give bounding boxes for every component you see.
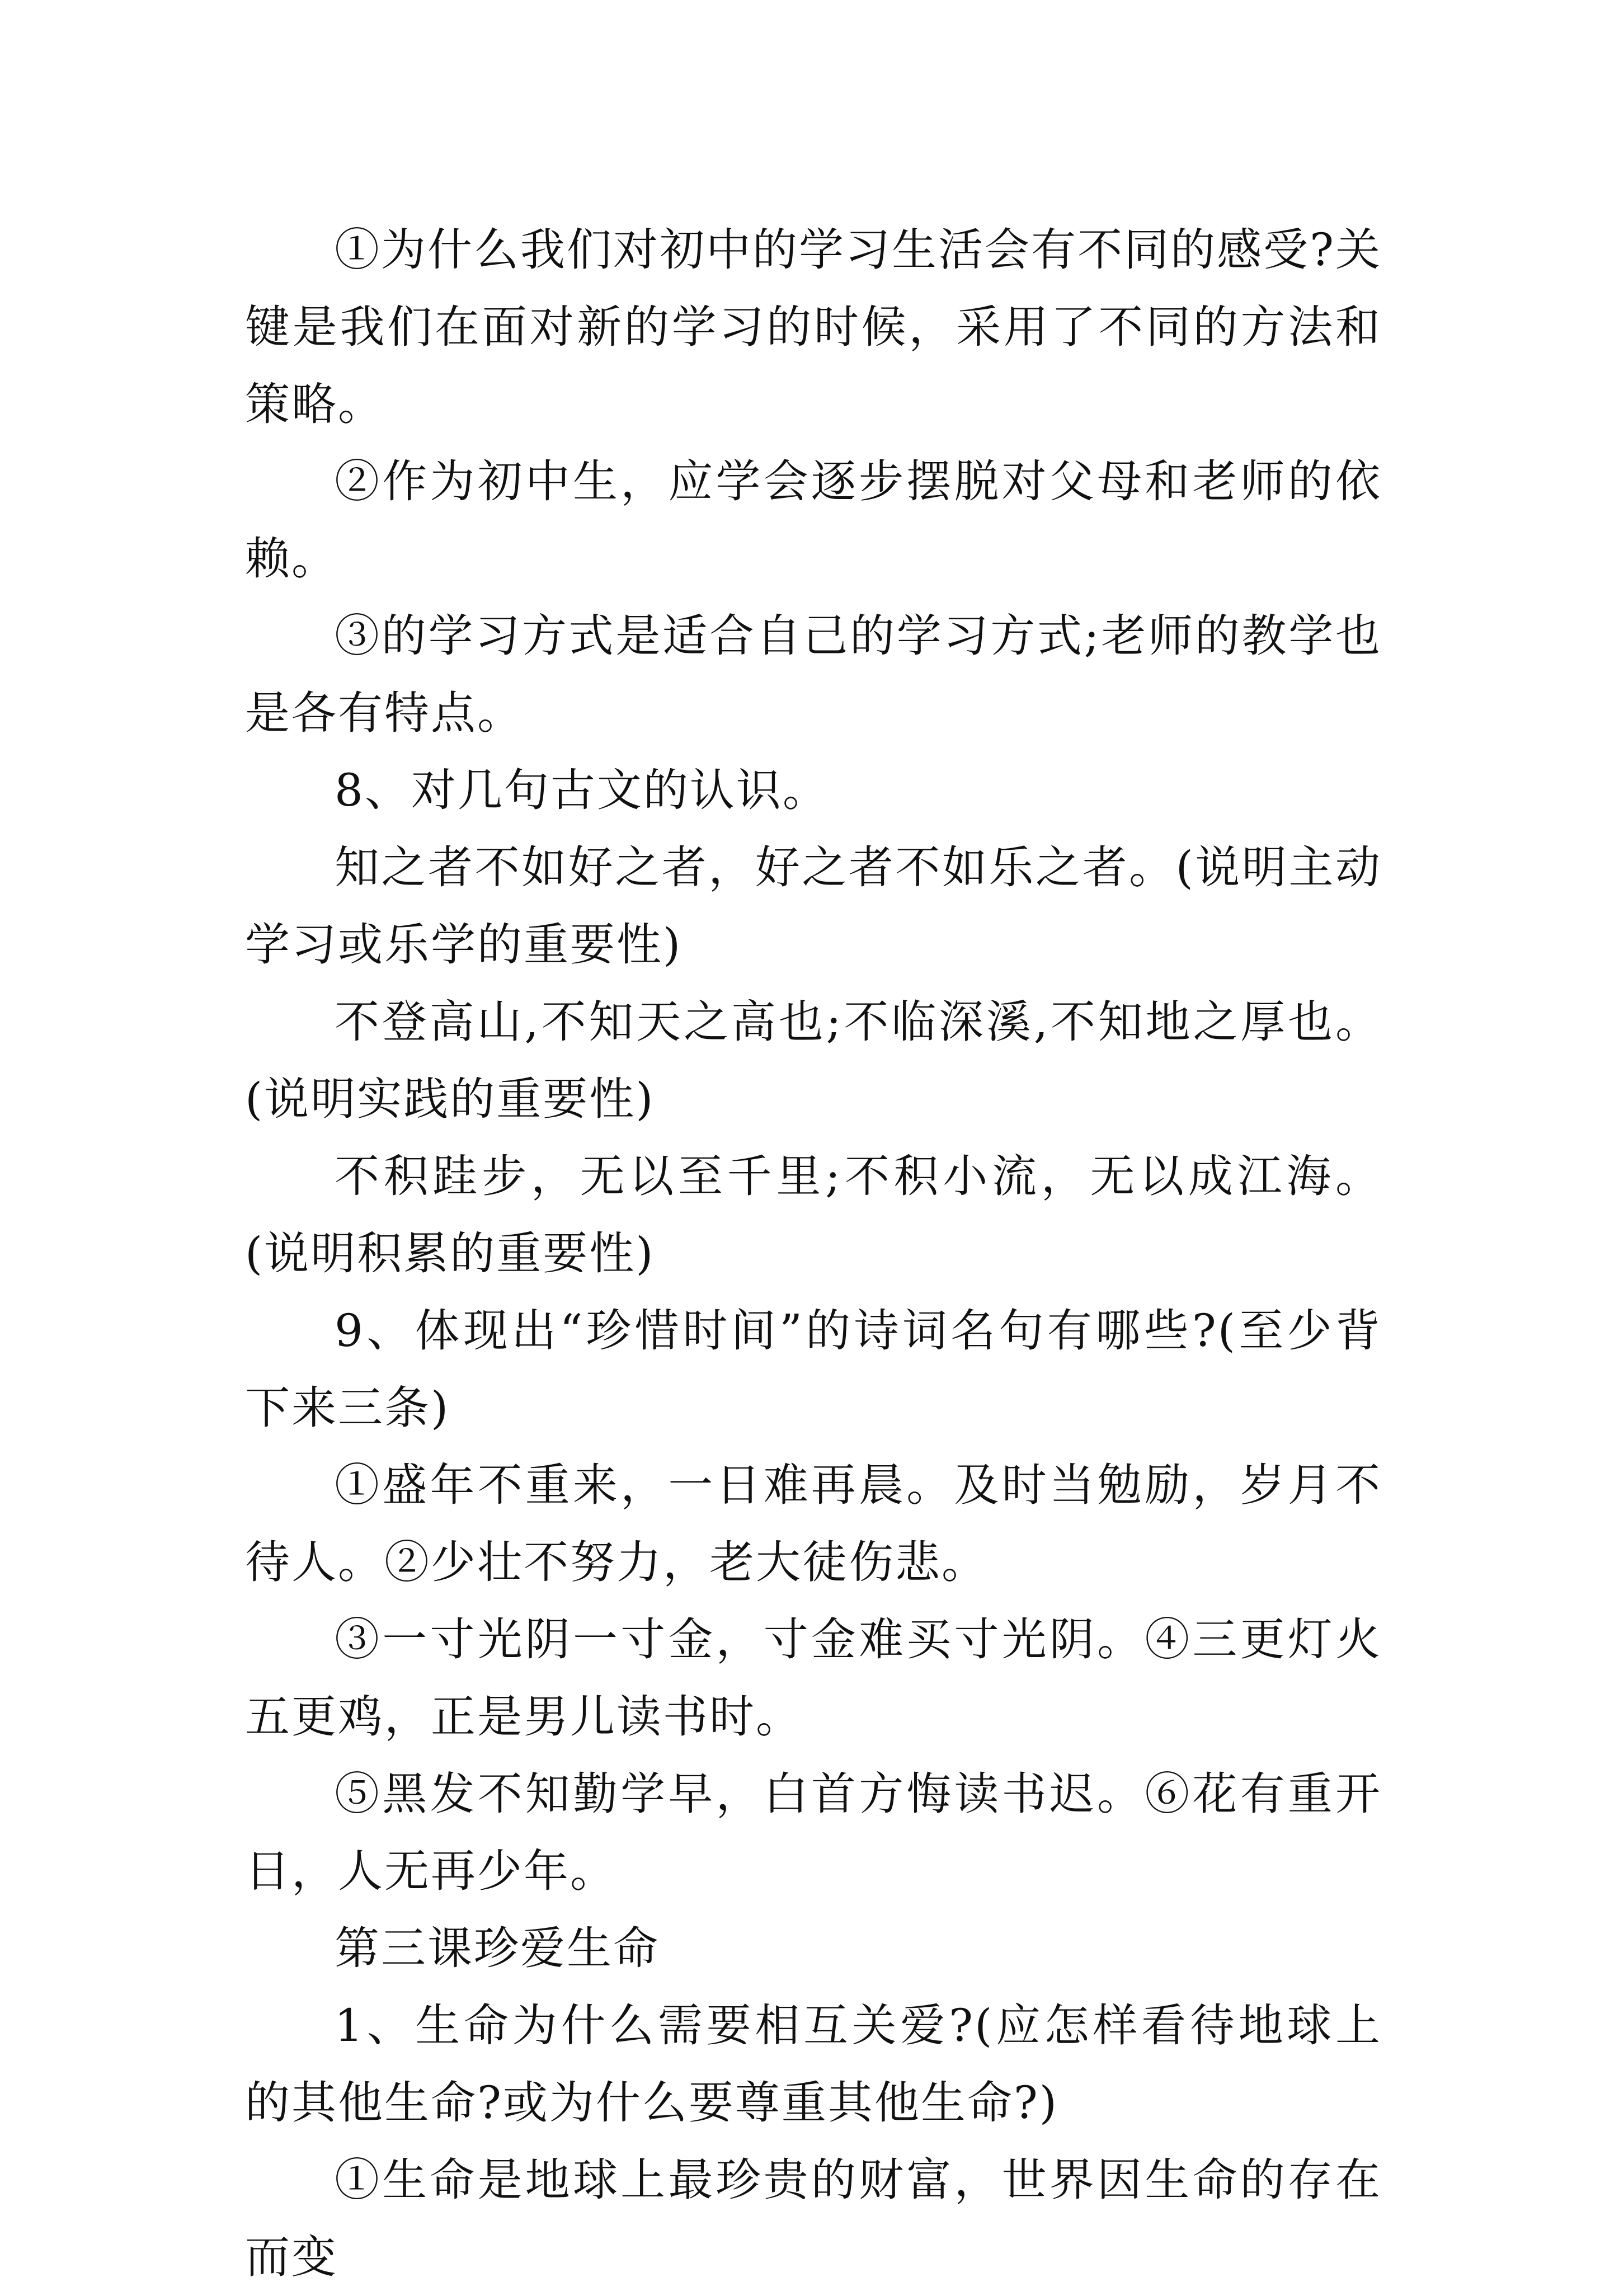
paragraph-quote-accumulation: 不积跬步，无以至千里;不积小流，无以成江海。(说明积累的重要性) bbox=[245, 1150, 1382, 1279]
paragraph-answer-life-treasure: ①生命是地球上最珍贵的财富，世界因生命的存在而变 bbox=[245, 2154, 1382, 2283]
paragraph-heading-cherish-time: 9、体现出“珍惜时间”的诗词名句有哪些?(至少背下来三条) bbox=[245, 1305, 1382, 1434]
paragraph-quote-practice: 不登高山,不知天之高也;不临深溪,不知地之厚也。(说明实践的重要性) bbox=[245, 996, 1382, 1125]
paragraph-independence: ②作为初中生，应学会逐步摆脱对父母和老师的依赖。 bbox=[245, 455, 1382, 585]
paragraph-learning-feelings: ①为什么我们对初中的学习生活会有不同的感受?关键是我们在面对新的学习的时候，采用了不同的方法和策略。 bbox=[245, 224, 1382, 430]
paragraph-lesson-title: 第三课珍爱生命 bbox=[335, 1922, 660, 1974]
paragraph-poems-3-4: ③一寸光阴一寸金，寸金难买寸光阴。④三更灯火五更鸡，正是男儿读书时。 bbox=[245, 1613, 1382, 1743]
paragraph-poems-1-2: ①盛年不重来，一日难再晨。及时当勉励，岁月不待人。②少壮不努力，老大徒伤悲。 bbox=[245, 1459, 1382, 1588]
paragraph-poems-5-6: ⑤黑发不知勤学早，白首方悔读书迟。⑥花有重开日，人无再少年。 bbox=[245, 1768, 1382, 1897]
paragraph-heading-ancient-texts: 8、对几句古文的认识。 bbox=[335, 764, 829, 816]
paragraph-quote-active-learning: 知之者不如好之者，好之者不如乐之者。(说明主动学习或乐学的重要性) bbox=[245, 841, 1382, 971]
document-body bbox=[245, 211, 1382, 2296]
paragraph-question-mutual-care: 1、生命为什么需要相互关爱?(应怎样看待地球上的其他生命?或为什么要尊重其他生命?) bbox=[245, 1999, 1382, 2129]
paragraph-learning-style: ③的学习方式是适合自己的学习方式;老师的教学也是各有特点。 bbox=[245, 610, 1382, 739]
